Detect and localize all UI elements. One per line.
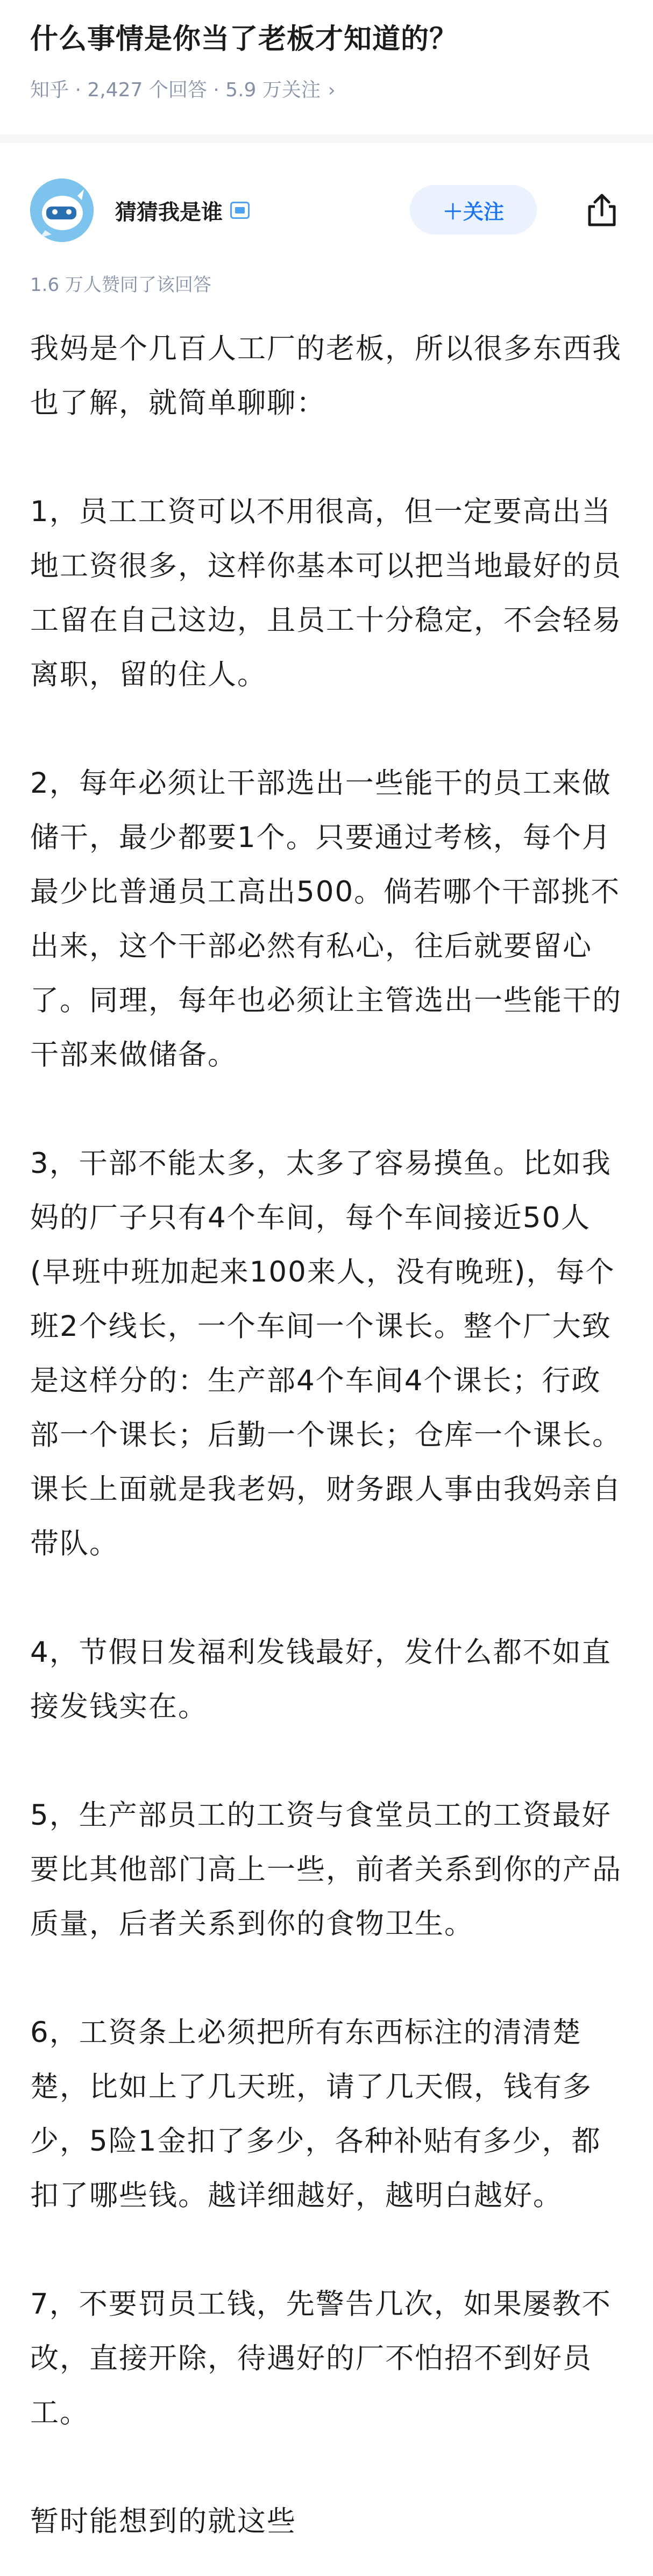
answer-paragraph: 我妈是个几百人工厂的老板，所以很多东西我也了解，就简单聊聊： (30, 332, 622, 419)
answer-paragraph: 7，不要罚员工钱，先警告几次，如果屡教不改，直接开除，待遇好的厂不怕招不到好员工。 (30, 2288, 612, 2429)
question-meta-text: 知乎 · 2,427 个回答 · 5.9 万关注 (30, 79, 321, 101)
answer-paragraph: 暂时能想到的就这些 (30, 2505, 296, 2538)
question-header (0, 0, 653, 134)
verified-badge-icon (230, 202, 250, 219)
answer-paragraph: 6，工资条上必须把所有东西标注的清清楚楚，比如上了几天班，请了几天假，钱有多少，5险1金扣了多少，各种补贴有多少，都扣了哪些钱。越详细越好，越明白越好。 (30, 2016, 601, 2212)
author-name[interactable]: 猜猜我是谁 (115, 200, 223, 225)
likes-count: 1.6 万人赞同了该回答 (30, 274, 211, 296)
avatar[interactable] (30, 179, 94, 242)
answer-paragraph: 1，员工工资可以不用很高，但一定要高出当地工资很多，这样你基本可以把当地最好的员工留在自己这边，且员工十分稳定，不会轻易离职，留的住人。 (30, 495, 622, 691)
question-title[interactable]: 什么事情是你当了老板才知道的？ (30, 23, 458, 55)
follow-button[interactable]: ＋关注 (410, 185, 537, 234)
answer-paragraph: 5，生产部员工的工资与食堂员工的工资最好要比其他部门高上一些，前者关系到你的产品质量，后者关系到你的食物卫生。 (30, 1799, 622, 1940)
question-meta[interactable] (30, 79, 623, 102)
answer-paragraph: 4，节假日发福利发钱最好，发什么都不如直接发钱实在。 (30, 1636, 612, 1723)
answer-paragraph: 2，每年必须让干部选出一些能干的员工来做储干，最少都要1个。只要通过考核，每个月最少比普通员工高出500。倘若哪个干部挑不出来，这个干部必然有私心，往后就要留心了。同理，每年也必须让主管选出一些能干的干部来做储备。 (30, 767, 622, 1071)
chevron-right-icon: › (328, 80, 336, 101)
answer-paragraph: 3，干部不能太多，太多了容易摸鱼。比如我妈的厂子只有4个车间，每个车间接近50人(早班中班加起来100来人，没有晚班)，每个班2个线长，一个车间一个课长。整个厂大致是这样分的：生产部4个车间4个课长；行政部一个课长；后勤一个课长；仓库一个课长。课长上面就是我老妈，财务跟人事由我妈亲自带队。 (30, 1147, 622, 1560)
share-icon[interactable] (583, 191, 621, 229)
answer-content (30, 322, 627, 2549)
section-divider (0, 134, 653, 143)
author-row (30, 179, 623, 242)
